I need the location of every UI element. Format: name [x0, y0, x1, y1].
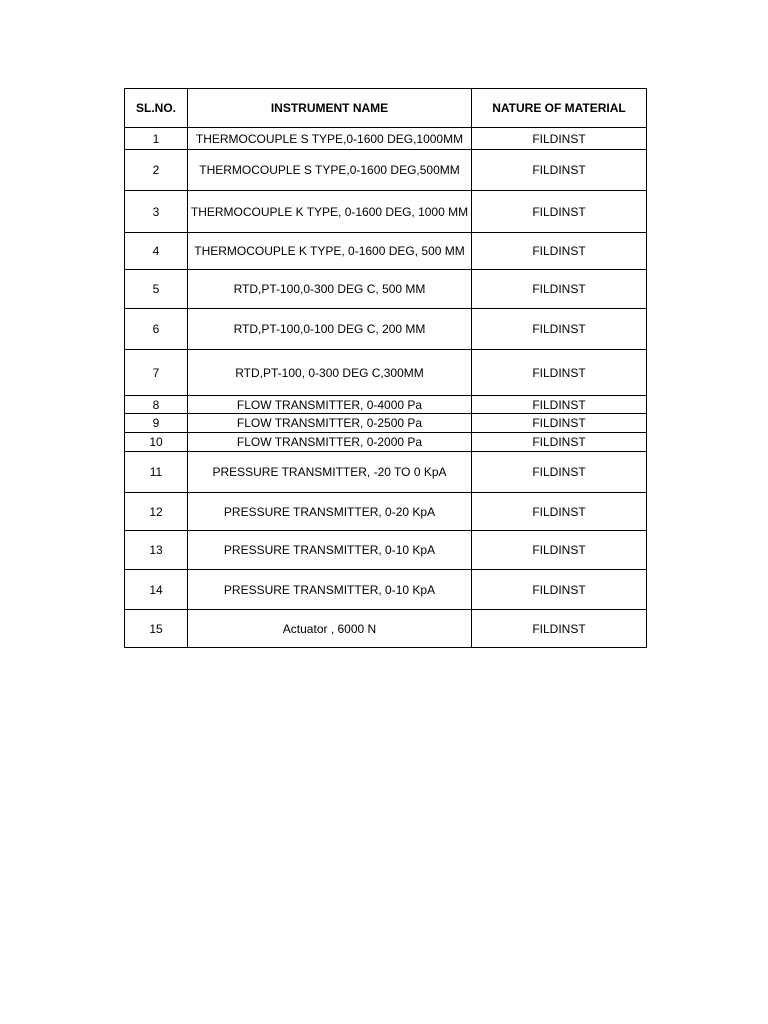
cell-sl-no: 2	[125, 150, 188, 191]
cell-nature-of-material: FILDINST	[472, 150, 647, 191]
cell-instrument-name: THERMOCOUPLE S TYPE,0-1600 DEG,500MM	[188, 150, 472, 191]
instrument-table	[124, 88, 647, 648]
cell-sl-no: 11	[125, 452, 188, 493]
cell-nature-of-material: FILDINST	[472, 270, 647, 309]
cell-instrument-name: RTD,PT-100, 0-300 DEG C,300MM	[188, 350, 472, 396]
cell-nature-of-material: FILDINST	[472, 233, 647, 270]
table-body	[125, 128, 647, 648]
cell-sl-no: 4	[125, 233, 188, 270]
table-row	[125, 433, 647, 452]
table-row	[125, 233, 647, 270]
table-row	[125, 531, 647, 570]
cell-sl-no: 1	[125, 128, 188, 150]
table-row	[125, 570, 647, 610]
cell-nature-of-material: FILDINST	[472, 433, 647, 452]
cell-sl-no: 12	[125, 493, 188, 531]
header-row	[125, 89, 647, 128]
cell-instrument-name: PRESSURE TRANSMITTER, 0-10 KpA	[188, 531, 472, 570]
table-row	[125, 396, 647, 414]
cell-sl-no: 15	[125, 610, 188, 648]
cell-instrument-name: RTD,PT-100,0-100 DEG C, 200 MM	[188, 309, 472, 350]
cell-nature-of-material: FILDINST	[472, 493, 647, 531]
cell-sl-no: 9	[125, 414, 188, 433]
cell-nature-of-material: FILDINST	[472, 191, 647, 233]
header-sl-no: SL.NO.	[125, 89, 188, 128]
cell-nature-of-material: FILDINST	[472, 452, 647, 493]
cell-sl-no: 14	[125, 570, 188, 610]
cell-instrument-name: PRESSURE TRANSMITTER, 0-20 KpA	[188, 493, 472, 531]
cell-instrument-name: Actuator , 6000 N	[188, 610, 472, 648]
cell-nature-of-material: FILDINST	[472, 309, 647, 350]
cell-nature-of-material: FILDINST	[472, 396, 647, 414]
cell-instrument-name: THERMOCOUPLE S TYPE,0-1600 DEG,1000MM	[188, 128, 472, 150]
cell-instrument-name: RTD,PT-100,0-300 DEG C, 500 MM	[188, 270, 472, 309]
header-nature-of-material: NATURE OF MATERIAL	[472, 89, 647, 128]
cell-instrument-name: THERMOCOUPLE K TYPE, 0-1600 DEG, 500 MM	[188, 233, 472, 270]
cell-instrument-name: FLOW TRANSMITTER, 0-2500 Pa	[188, 414, 472, 433]
cell-sl-no: 7	[125, 350, 188, 396]
header-instrument-name: INSTRUMENT NAME	[188, 89, 472, 128]
cell-instrument-name: FLOW TRANSMITTER, 0-2000 Pa	[188, 433, 472, 452]
cell-sl-no: 8	[125, 396, 188, 414]
cell-sl-no: 10	[125, 433, 188, 452]
table-row	[125, 191, 647, 233]
table-row	[125, 610, 647, 648]
cell-sl-no: 13	[125, 531, 188, 570]
cell-sl-no: 5	[125, 270, 188, 309]
table-row	[125, 309, 647, 350]
table-row	[125, 150, 647, 191]
cell-nature-of-material: FILDINST	[472, 531, 647, 570]
cell-nature-of-material: FILDINST	[472, 350, 647, 396]
cell-nature-of-material: FILDINST	[472, 570, 647, 610]
table-header	[125, 89, 647, 128]
table-row	[125, 414, 647, 433]
cell-nature-of-material: FILDINST	[472, 414, 647, 433]
cell-instrument-name: PRESSURE TRANSMITTER, -20 TO 0 KpA	[188, 452, 472, 493]
cell-instrument-name: THERMOCOUPLE K TYPE, 0-1600 DEG, 1000 MM	[188, 191, 472, 233]
cell-sl-no: 3	[125, 191, 188, 233]
cell-nature-of-material: FILDINST	[472, 128, 647, 150]
cell-nature-of-material: FILDINST	[472, 610, 647, 648]
cell-sl-no: 6	[125, 309, 188, 350]
cell-instrument-name: PRESSURE TRANSMITTER, 0-10 KpA	[188, 570, 472, 610]
table-row	[125, 350, 647, 396]
table-row	[125, 270, 647, 309]
table-row	[125, 493, 647, 531]
cell-instrument-name: FLOW TRANSMITTER, 0-4000 Pa	[188, 396, 472, 414]
table-row	[125, 452, 647, 493]
table-row	[125, 128, 647, 150]
